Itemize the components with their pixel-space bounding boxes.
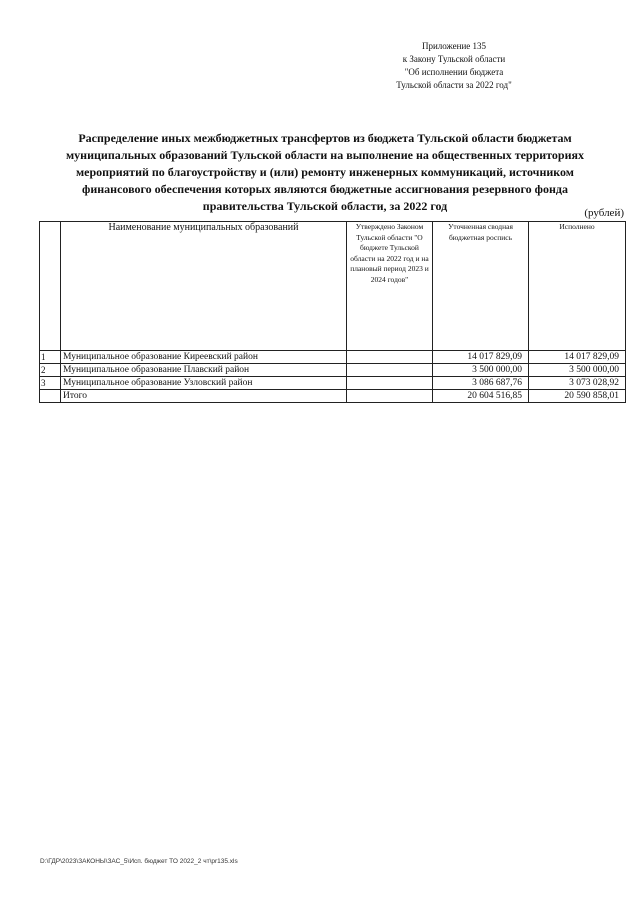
row-adjusted: 3 086 687,76 <box>433 377 529 390</box>
header-executed: Исполнено <box>529 222 626 351</box>
table-row <box>40 351 626 364</box>
row-adjusted: 3 500 000,00 <box>433 364 529 377</box>
table-row <box>40 364 626 377</box>
header-number-cell <box>40 222 61 351</box>
header-name: Наименование муниципальных образований <box>61 222 347 351</box>
total-adjusted: 20 604 516,85 <box>433 390 529 403</box>
table-total-row <box>40 390 626 403</box>
appendix-line: "Об исполнении бюджета <box>404 67 504 77</box>
row-name: Муниципальное образование Плавский район <box>61 364 347 377</box>
row-number: 1 <box>40 351 61 364</box>
total-name: Итого <box>61 390 347 403</box>
row-name: Муниципальное образование Киреевский район <box>61 351 347 364</box>
row-number: 3 <box>40 377 61 390</box>
row-executed: 3 073 028,92 <box>529 377 626 390</box>
transfers-table <box>39 221 626 403</box>
title-line: правительства Тульской области, за 2022 год <box>202 199 448 213</box>
appendix-line: Тульской области за 2022 год" <box>396 80 512 90</box>
total-number <box>40 390 61 403</box>
appendix-line: к Закону Тульской области <box>402 54 506 64</box>
title-line: Распределение иных межбюджетных трансфертов из бюджета Тульской области бюджетам <box>78 131 572 145</box>
row-number: 2 <box>40 364 61 377</box>
row-approved <box>347 377 433 390</box>
header-approved: Утверждено Законом Тульской области "О бюджете Тульской области на 2022 год и на плановый период 2023 и 2024 годов" <box>347 222 433 351</box>
document-title <box>40 130 610 215</box>
row-executed: 3 500 000,00 <box>529 364 626 377</box>
row-name: Муниципальное образование Узловский район <box>61 377 347 390</box>
title-line: финансового обеспечения которых являются бюджетные ассигнования резервного фонда <box>82 182 568 196</box>
row-adjusted: 14 017 829,09 <box>433 351 529 364</box>
row-executed: 14 017 829,09 <box>529 351 626 364</box>
file-path-footer: D:\ГДР\2023\ЗАКОНЫ\ЗАС_5\Исп. бюджет ТО 2022_2 чт\pr135.xls <box>40 858 238 865</box>
title-line: муниципальных образований Тульской области на выполнение на общественных территориях <box>66 148 584 162</box>
appendix-line: Приложение 135 <box>421 41 487 51</box>
row-approved <box>347 364 433 377</box>
title-line: мероприятий по благоустройству и (или) ремонту инженерных коммуникаций, источником <box>76 165 574 179</box>
units-label: (рублей) <box>584 207 624 219</box>
table-header-row <box>40 222 626 351</box>
appendix-note <box>354 40 554 92</box>
row-approved <box>347 351 433 364</box>
total-executed: 20 590 858,01 <box>529 390 626 403</box>
total-approved <box>347 390 433 403</box>
header-adjusted: Уточненная сводная бюджетная роспись <box>433 222 529 351</box>
table-row <box>40 377 626 390</box>
